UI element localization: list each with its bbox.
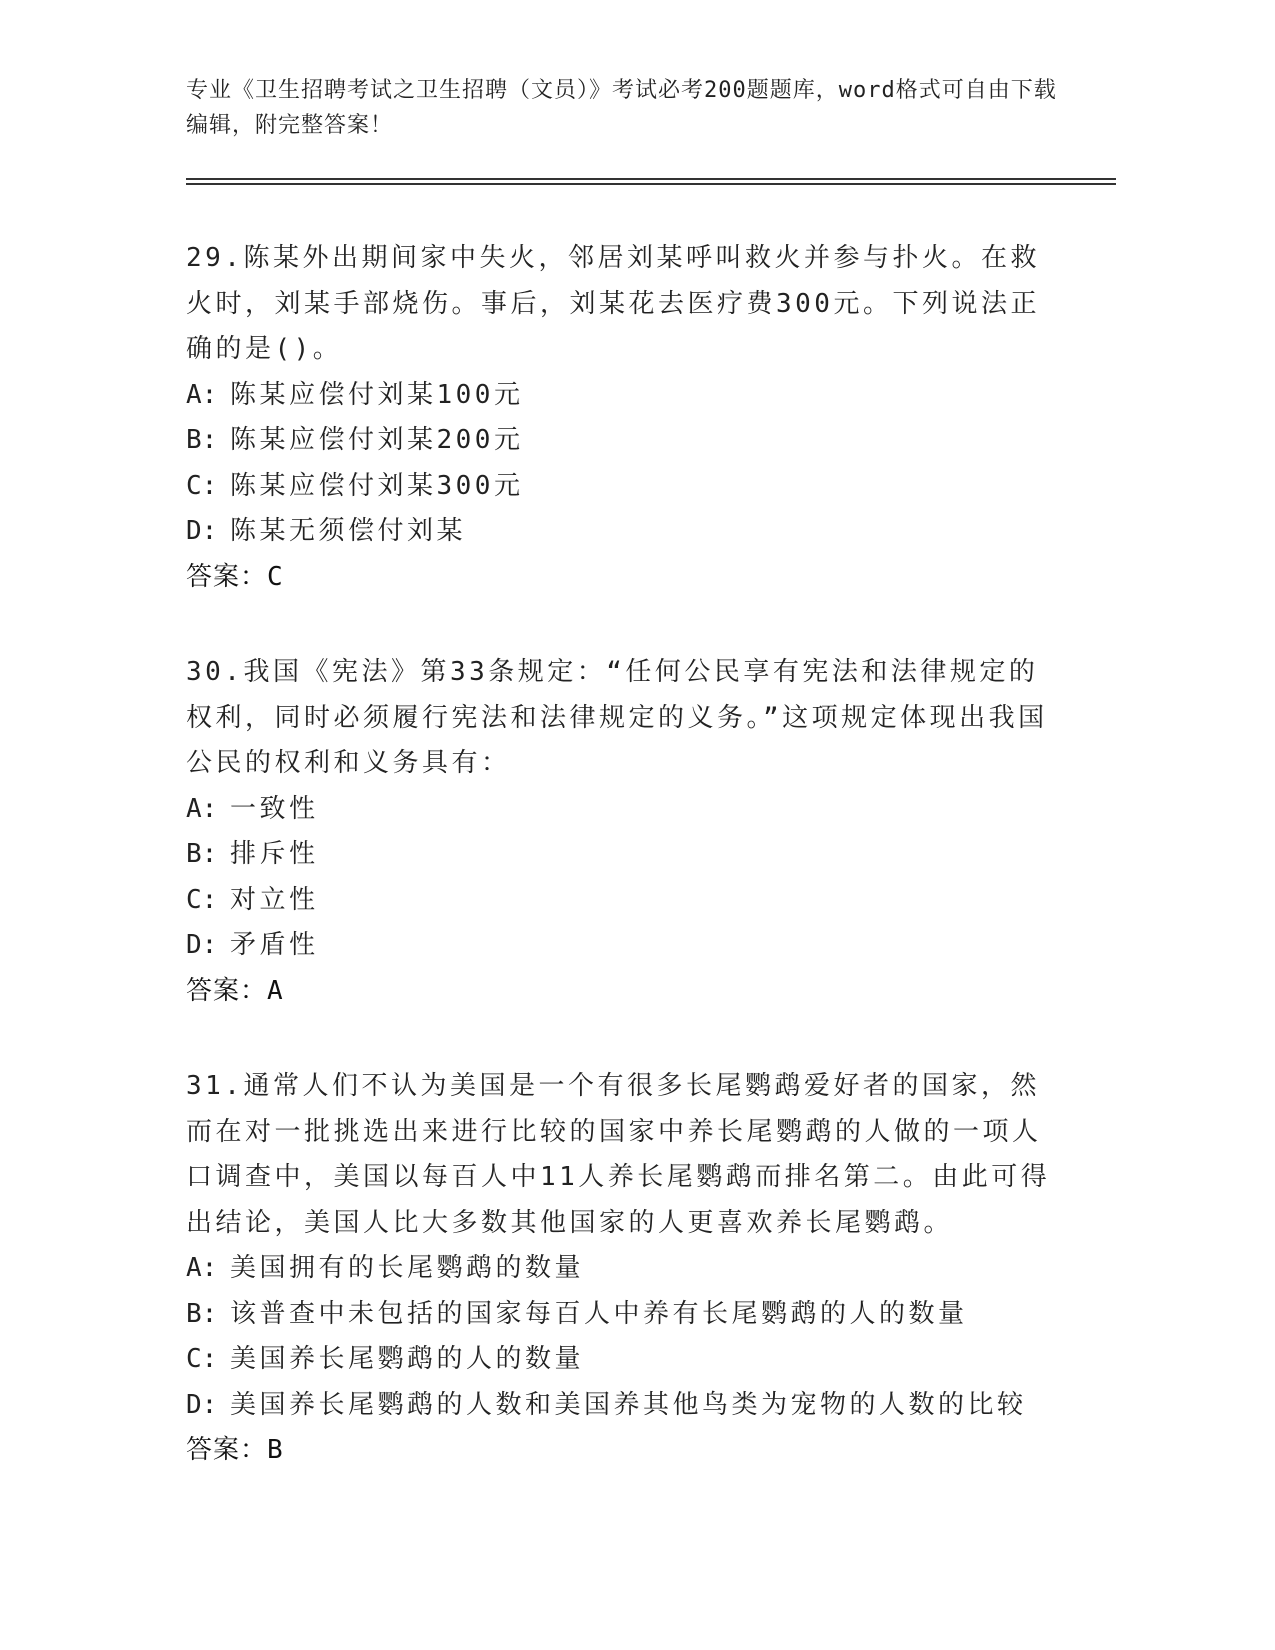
option-letter: D: — [186, 1389, 218, 1420]
option-a — [186, 787, 1066, 833]
answer-line: 答案：B — [186, 1435, 284, 1465]
option-b — [186, 1292, 1066, 1338]
question-31 — [186, 1064, 1066, 1474]
option-letter: B: — [186, 425, 218, 455]
question-29 — [186, 236, 1066, 600]
question-stem: 29.陈某外出期间家中失火，邻居刘某呼叫救火并参与扑火。在救火时，刘某手部烧伤。事后，刘某花去医疗费300元。下列说法正确的是()。 — [186, 243, 1040, 364]
question-stem: 30.我国《宪法》第33条规定：“任何公民享有宪法和法律规定的权利，同时必须履行宪法和法律规定的义务。”这项规定体现出我国公民的权利和义务具有： — [186, 657, 1048, 778]
option-letter: A: — [186, 379, 218, 410]
option-list — [186, 1246, 1066, 1428]
answer-line: 答案：C — [186, 561, 284, 592]
option-letter: C: — [186, 1344, 218, 1374]
option-b — [186, 418, 1066, 464]
option-d — [186, 923, 1066, 969]
option-text: 陈某应偿付刘某200元 — [230, 425, 524, 455]
option-a — [186, 373, 1066, 419]
question-stem: 31.通常人们不认为美国是一个有很多长尾鹦鹉爱好者的国家，然而在对一批挑选出来进行比较的国家中养长尾鹦鹉的人做的一项人口调查中，美国以每百人中11人养长尾鹦鹉而排名第二。由此可得出结论，美国人比大多数其他国家的人更喜欢养长尾鹦鹉。 — [186, 1071, 1051, 1238]
option-text: 美国拥有的长尾鹦鹉的数量 — [230, 1253, 585, 1283]
option-text: 美国养长尾鹦鹉的人的数量 — [230, 1344, 585, 1374]
option-text: 陈某应偿付刘某100元 — [230, 379, 524, 410]
option-text: 美国养长尾鹦鹉的人数和美国养其他鸟类为宠物的人数的比较 — [230, 1389, 1027, 1420]
option-a — [186, 1246, 1066, 1292]
option-c — [186, 878, 1066, 924]
option-letter: D: — [186, 516, 218, 546]
option-text: 陈某无须偿付刘某 — [230, 516, 467, 546]
option-letter: A: — [186, 1253, 218, 1283]
header-divider-bottom — [186, 183, 1116, 185]
option-letter: C: — [186, 470, 218, 501]
document-header: 专业《卫生招聘考试之卫生招聘（文员）》考试必考200题题库，word格式可自由下载编辑，附完整答案！ — [186, 78, 1057, 138]
header-divider-top — [186, 178, 1116, 180]
question-30 — [186, 650, 1066, 1014]
option-letter: C: — [186, 884, 218, 915]
option-letter: A: — [186, 793, 218, 824]
option-letter: D: — [186, 930, 218, 960]
option-letter: B: — [186, 1298, 218, 1329]
option-d — [186, 1383, 1066, 1429]
option-letter: B: — [186, 839, 218, 869]
option-text: 该普查中未包括的国家每百人中养有长尾鹦鹉的人的数量 — [230, 1298, 968, 1329]
option-b — [186, 832, 1066, 878]
option-c — [186, 464, 1066, 510]
option-text: 排斥性 — [230, 839, 319, 869]
option-text: 对立性 — [230, 884, 319, 915]
option-d — [186, 509, 1066, 555]
option-text: 陈某应偿付刘某300元 — [230, 470, 524, 501]
option-text: 一致性 — [230, 793, 319, 824]
option-text: 矛盾性 — [230, 930, 319, 960]
option-list — [186, 787, 1066, 969]
option-list — [186, 373, 1066, 555]
option-c — [186, 1337, 1066, 1383]
answer-line: 答案：A — [186, 975, 284, 1006]
